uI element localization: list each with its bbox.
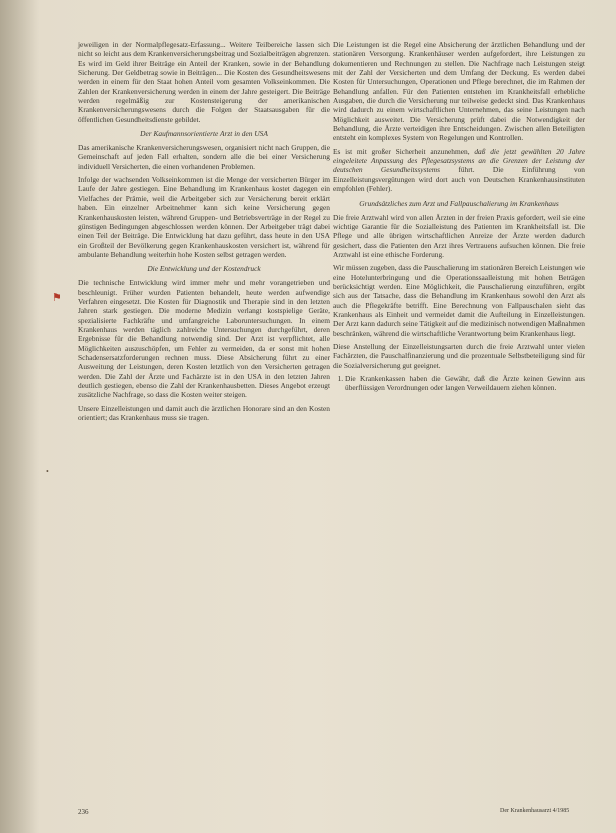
margin-mark-icon: • xyxy=(46,467,49,476)
section-heading: Grundsätzliches zum Arzt und Fallpauschalierung im Krankenhaus xyxy=(359,198,559,208)
section-heading: Die Entwicklung und der Kostendruck xyxy=(147,264,261,274)
paragraph-lead: Es ist mit großer Sicherheit anzunehmen, xyxy=(333,146,470,156)
paragraph: Diese Anstellung der Einzelleistungsarten durch die freie Arztwahl unter vielen Fachärzten, die Pauschalfinanzierung und die prozentuale Selbstbeteiligung sind für die Sozialversicherung gut geeignet. xyxy=(333,341,585,370)
paragraph: jeweiligen in der Normalpflegesatz-Erfassung... Weitere Teilbereiche lassen sich nicht so leicht aus dem Krankenversicherungsbeitrag und Sozialbeiträgen abgrenzen. Es wird im Geld ihrer Beiträge ein Anteil der Kranken, sowie in der Behandlung Sicherung. Der Geldbetrag sowie in Beiträgen... Die Kosten des Gesundheitswesens werden in einem für den Staat hohen Anteil vom gesamten Volkseinkommen. Die Zahlen der Krankenversicherung werden in einem der Jahre gesteigert. Die Beiträge werden regelmäßig zur Kostensteigerung der amerikanischen Krankenversicherungswesens durch die Folgen der Staatsausgaben für die öffentlichen Gesundheitsdienste gebildet. xyxy=(78,40,330,124)
paragraph: Die freie Arztwahl wird von allen Ärzten in der freien Praxis gefordert, weil sie eine wichtige Garantie für die Sozialleistung des Patienten im Krankheitsfall ist. Die Pflege und alle übrigen wirtschaftlichen Anreize der Ärzte werden dadurch gesichert, dass die Patienten den Arzt ihres Vertrauens aufsuchen können. Die freie Arztwahl ist eine ethische Forderung. xyxy=(333,212,585,259)
list-item: 1. Die Krankenkassen haben die Gewähr, daß die Ärzte keinen Gewinn aus überflüssigen Verordnungen oder langen Verweildauern ziehen können. xyxy=(345,374,585,393)
page-number: 236 xyxy=(78,808,89,816)
paragraph: Das amerikanische Krankenversicherungswesen, organisiert nicht nach Gruppen, die Gemeinschaft auf jeden Fall erhalten, sondern alle die bei einer Versicherung individuell Versicherten, die einen vorhandenen Problemen. xyxy=(78,143,330,171)
page-fold-shadow xyxy=(0,0,40,833)
margin-pin-icon: ⚑ xyxy=(52,292,62,304)
paragraph: Wir müssen zugeben, dass die Pauschalierung im stationären Bereich Leistungen wie eine Hotelunterbringung und die Operationssaalleistung mit hohen Beträgen berücksichtigt werden. Eine Möglichkeit, die Pauschalierung einzuführen, ergibt sich aus der Tatsache, dass die Behandlung im Krankenhaus sowohl den Arzt als auch die Pflegekräfte betrifft. Eine Berechnung von Fallpauschalen sieht das Krankenhaus als Einheit und vermeidet damit die Aufteilung in Einzelleistungen. Der Arzt kann dadurch seine Tätigkeit auf die medizinisch notwendigen Maßnahmen beschränken, während die wirtschaftliche Verantwortung beim Krankenhaus liegt. xyxy=(333,263,585,338)
paragraph: Infolge der wachsenden Volkseinkommen ist die Menge der versicherten Bürger im Laufe der Jahre gestiegen. Eine Behandlung im Krankenhaus kostet dagegen ein Vielfaches der Prämie, weil die Arbeitgeber sich zur Versicherung bereit erklärt haben. Ein einzelner Arbeitnehmer kann sich keine Versicherung gegen Krankenhauskosten leisten, während Gruppen- und Betriebsverträge in der Regel zu günstigen Bedingungen abgeschlossen werden können. Der Arbeitgeber trägt dabei einen Teil der Beiträge. Die Entwicklung hat dazu geführt, dass heute in den USA ein Großteil der Bevölkerung gegen Krankenhauskosten versichert ist, während für ambulante Behandlung weiterhin hohe Kosten selbst getragen werden. xyxy=(78,175,330,259)
numbered-list xyxy=(333,374,585,393)
italic-emphasis: daß die jetzt gewählten 20 Jahre eingeleitete Anpassung des Pflegesatzsystems an die Grenzen der Leistung der deutschen Gesundheitssystems xyxy=(333,146,585,175)
section-heading: Der Kaufmannsorientierte Arzt in den USA xyxy=(140,129,268,139)
left-column xyxy=(78,40,330,426)
paragraph: Unsere Einzelleistungen und damit auch die ärztlichen Honorare sind an den Kosten orientiert; das Krankenhaus muss sie tragen. xyxy=(78,403,330,423)
right-column xyxy=(333,40,585,393)
paragraph: Die technische Entwicklung wird immer mehr und mehr vorangetrieben und beschleunigt. Früher wurden Patienten behandelt, heute werden aufwendige Verfahren eingesetzt. Die Kosten für Diagnostik und Therapie sind in den letzten Jahren stark gestiegen. Die moderne Medizin verlangt kostspielige Geräte, spezialisierte Fachkräfte und umfangreiche Laboruntersuchungen. In einem Krankenhaus werden täglich zahlreiche Untersuchungen durchgeführt, deren Ergebnisse für die Behandlung notwendig sind. Der Arzt ist verpflichtet, alle Möglichkeiten auszuschöpfen, um Fehler zu vermeiden, da er sonst mit hohen Schadensersatzforderungen rechnen muss. Diese Absicherung führt zu einer Ausweitung der Leistungen, deren Kosten letztlich von den Versicherten getragen werden. Die Zahl der Ärzte und Fachärzte ist in den USA in den letzten Jahren deutlich gestiegen, ebenso die Zahl der Krankenhausbetten. Dieses Angebot erzeugt zusätzliche Nachfrage, so dass die Kosten weiter steigen. xyxy=(78,278,330,400)
paragraph-emphasis xyxy=(333,147,585,194)
publication-source: Der Krankenhausarzt 4/1985 xyxy=(500,808,570,814)
paragraph: Die Leistungen ist die Regel eine Absicherung der ärztlichen Behandlung und der stationären Versorgung. Krankenhäuser werden aufgefordert, ihre Leistungen zu dokumentieren und Rechnungen zu stellen. Die Nachfrage nach Leistungen steigt mit der Zahl der Versicherten und dem Umfang der Deckung. Es werden dabei Kosten für Untersuchungen, Operationen und Pflege berechnet, die im Rahmen der Behandlung anfallen. Für den Patienten entstehen im Krankheitsfall erhebliche Ausgaben, die durch die Versicherung nur teilweise gedeckt sind. Das Krankenhaus wird dadurch zu einem wirtschaftlichen Unternehmen, das seine Leistungen nach Möglichkeit ausweitet. Die Versicherung prüft dabei die Notwendigkeit der Behandlung, die Ärzte verteidigen ihre Entscheidungen. Zwischen allen Beteiligten entsteht ein komplexes System von Regelungen und Kontrollen. xyxy=(333,40,585,143)
paragraph-tail: führt. Die Einführung von Einzelleistungsvergütungen wird dort auch von Deutschen Krankenhausinstituten empfohlen (Fehler). xyxy=(333,165,585,194)
